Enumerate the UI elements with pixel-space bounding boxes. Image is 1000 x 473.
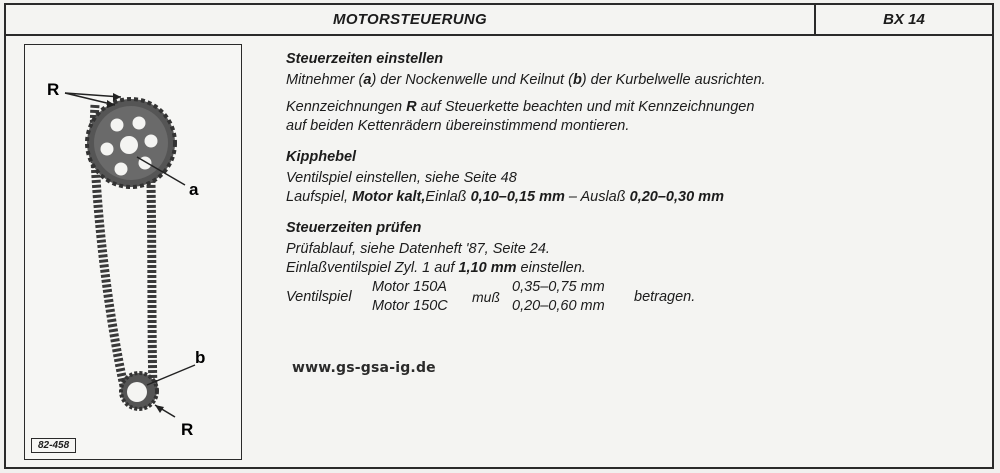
timing-chain-illustration (25, 45, 243, 461)
website-link[interactable]: www.gs-gsa-ig.de (292, 360, 436, 376)
value-150a: 0,35–0,75 mm (512, 279, 605, 295)
text: auf Steuerkette beachten und mit Kennzeichnungen (416, 99, 755, 115)
section-steuerzeiten-einstellen (286, 50, 976, 136)
text-line (286, 188, 976, 207)
text-line: Prüfablauf, siehe Datenheft '87, Seite 24. (286, 241, 550, 257)
motor-150a: Motor 150A (372, 279, 447, 295)
text-bold: R (406, 99, 417, 115)
model-label: BX 14 (883, 11, 925, 28)
page-title: MOTORSTEUERUNG (6, 5, 816, 34)
text: einstellen. (516, 260, 586, 276)
label-r-top: R (47, 80, 60, 99)
text-bold: 0,10–0,15 mm (470, 189, 565, 205)
motor-150c: Motor 150C (372, 298, 448, 314)
spec-motors (372, 278, 472, 316)
spec-end: betragen. (634, 288, 696, 305)
text: Kennzeichnungen (286, 99, 407, 115)
section-steuerzeiten-pruefen (286, 219, 976, 316)
text: Einlaßventilspiel Zyl. 1 auf (286, 260, 459, 276)
spec-values (512, 278, 634, 316)
value-150c: 0,20–0,60 mm (512, 298, 605, 314)
text: ) der Nockenwelle und Keilnut ( (371, 72, 573, 88)
spec-must: muß (472, 288, 500, 305)
text-bold: 1,10 mm (458, 260, 517, 276)
text: ) der Kurbelwelle ausrichten. (581, 72, 766, 88)
section-heading: Steuerzeiten prüfen (286, 220, 422, 236)
text: Laufspiel, (286, 189, 353, 205)
timing-chain-figure (24, 44, 242, 460)
section-heading: Kipphebel (286, 149, 357, 165)
section-kipphebel (286, 148, 976, 207)
text-line: Ventilspiel einstellen, siehe Seite 48 (286, 170, 517, 186)
text-bold: 0,20–0,30 mm (629, 189, 724, 205)
figure-id: 82-458 (31, 438, 76, 453)
label-a: a (189, 180, 199, 199)
text: Mitnehmer ( (286, 72, 364, 88)
text-bold: a (363, 72, 372, 88)
text-line (286, 259, 976, 278)
text-bold: Motor kalt, (352, 189, 426, 205)
instruction-paragraph (286, 71, 976, 90)
text: auf beiden Kettenrädern übereinstimmend montieren. (286, 118, 630, 134)
text: – Auslaß (564, 189, 630, 205)
instruction-paragraph (286, 98, 976, 136)
valve-clearance-spec (286, 278, 976, 316)
section-heading: Steuerzeiten einstellen (286, 51, 444, 67)
label-r-bottom: R (181, 420, 194, 439)
header-bar (6, 5, 992, 36)
label-b: b (195, 348, 206, 367)
instructions-content (286, 50, 976, 328)
text-bold: b (572, 72, 582, 88)
text: Einlaß (425, 189, 471, 205)
spec-label: Ventilspiel (286, 288, 352, 305)
